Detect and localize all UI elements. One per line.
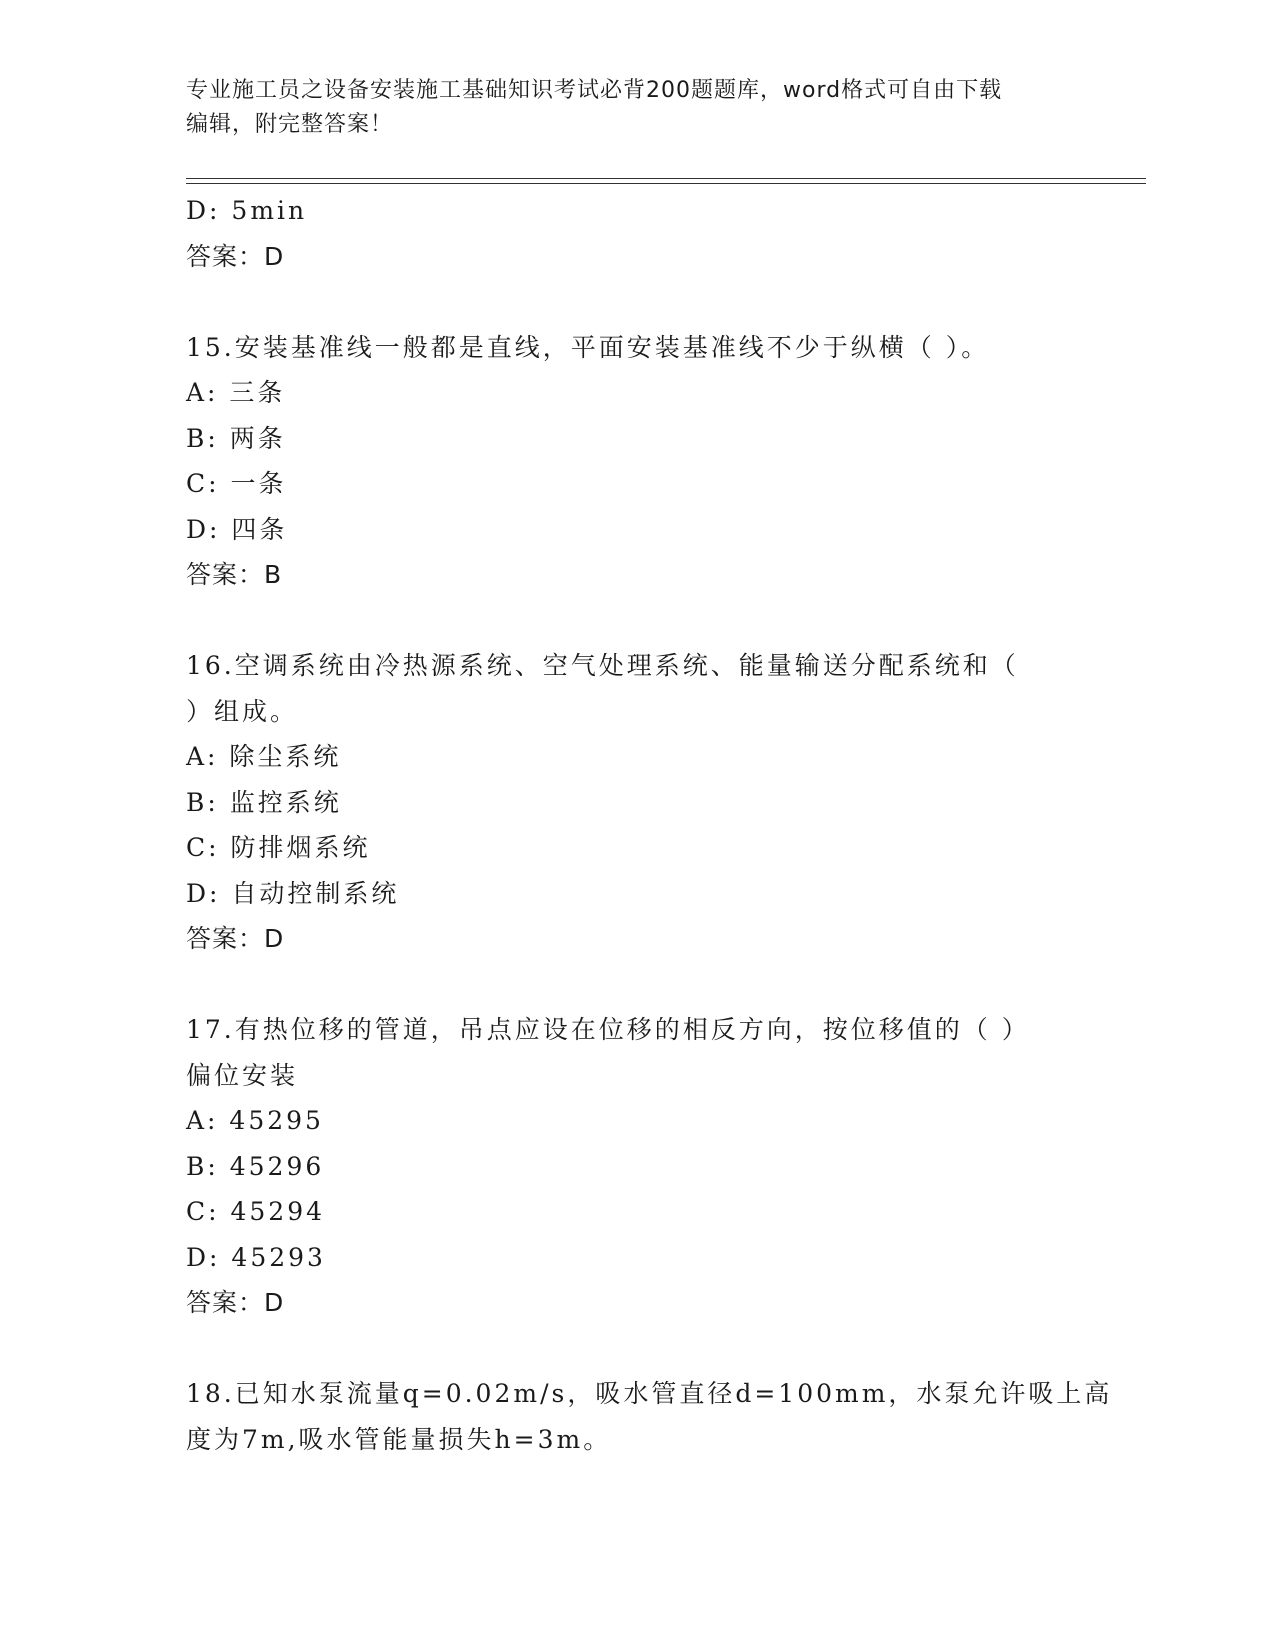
answer-line: 答案：B xyxy=(186,560,283,589)
text-line: B: 两条 xyxy=(186,423,286,453)
answer-line: 答案：D xyxy=(186,1288,285,1317)
text-line: D: 5min xyxy=(186,196,308,225)
header-divider-bottom xyxy=(186,183,1146,184)
spacer xyxy=(186,598,1066,644)
text-line: 度为7m,吸水管能量损失h=3m。 xyxy=(186,1424,612,1454)
spacer xyxy=(186,279,1066,325)
text-line: 偏位安装 xyxy=(186,1060,299,1090)
header-line-1: 专业施工员之设备安装施工基础知识考试必背200题题库，word格式可自由下载 xyxy=(186,78,1003,103)
text-line: A: 三条 xyxy=(186,378,286,407)
text-line: A: 除尘系统 xyxy=(186,742,342,771)
text-line: 16.空调系统由冷热源系统、空气处理系统、能量输送分配系统和（ xyxy=(186,651,1019,680)
text-line: D: 四条 xyxy=(186,514,288,544)
text-line: A: 45295 xyxy=(186,1106,324,1135)
text-line: C: 一条 xyxy=(186,469,287,498)
question-content xyxy=(186,188,1113,1462)
text-line: D: 自动控制系统 xyxy=(186,878,400,908)
spacer xyxy=(186,962,1066,1008)
text-line: 17.有热位移的管道，吊点应设在位移的相反方向，按位移值的（ ） xyxy=(186,1015,1030,1044)
answer-line: 答案：D xyxy=(186,924,285,953)
document-header xyxy=(186,74,1086,142)
header-line-2: 编辑，附完整答案！ xyxy=(186,112,394,137)
spacer xyxy=(186,1326,1066,1372)
text-line: ）组成。 xyxy=(186,696,299,726)
answer-line: 答案：D xyxy=(186,241,285,271)
text-line: B: 监控系统 xyxy=(186,787,342,817)
header-divider-top xyxy=(186,178,1146,179)
text-line: D: 45293 xyxy=(186,1242,326,1272)
text-line: C: 45294 xyxy=(186,1197,326,1226)
text-line: B: 45296 xyxy=(186,1151,325,1181)
text-line: 15.安装基准线一般都是直线，平面安装基准线不少于纵横（ ）。 xyxy=(186,332,990,362)
text-line: C: 防排烟系统 xyxy=(186,833,371,862)
text-line: 18.已知水泵流量q=0.02m/s，吸水管直径d=100mm，水泵允许吸上高 xyxy=(186,1379,1113,1408)
